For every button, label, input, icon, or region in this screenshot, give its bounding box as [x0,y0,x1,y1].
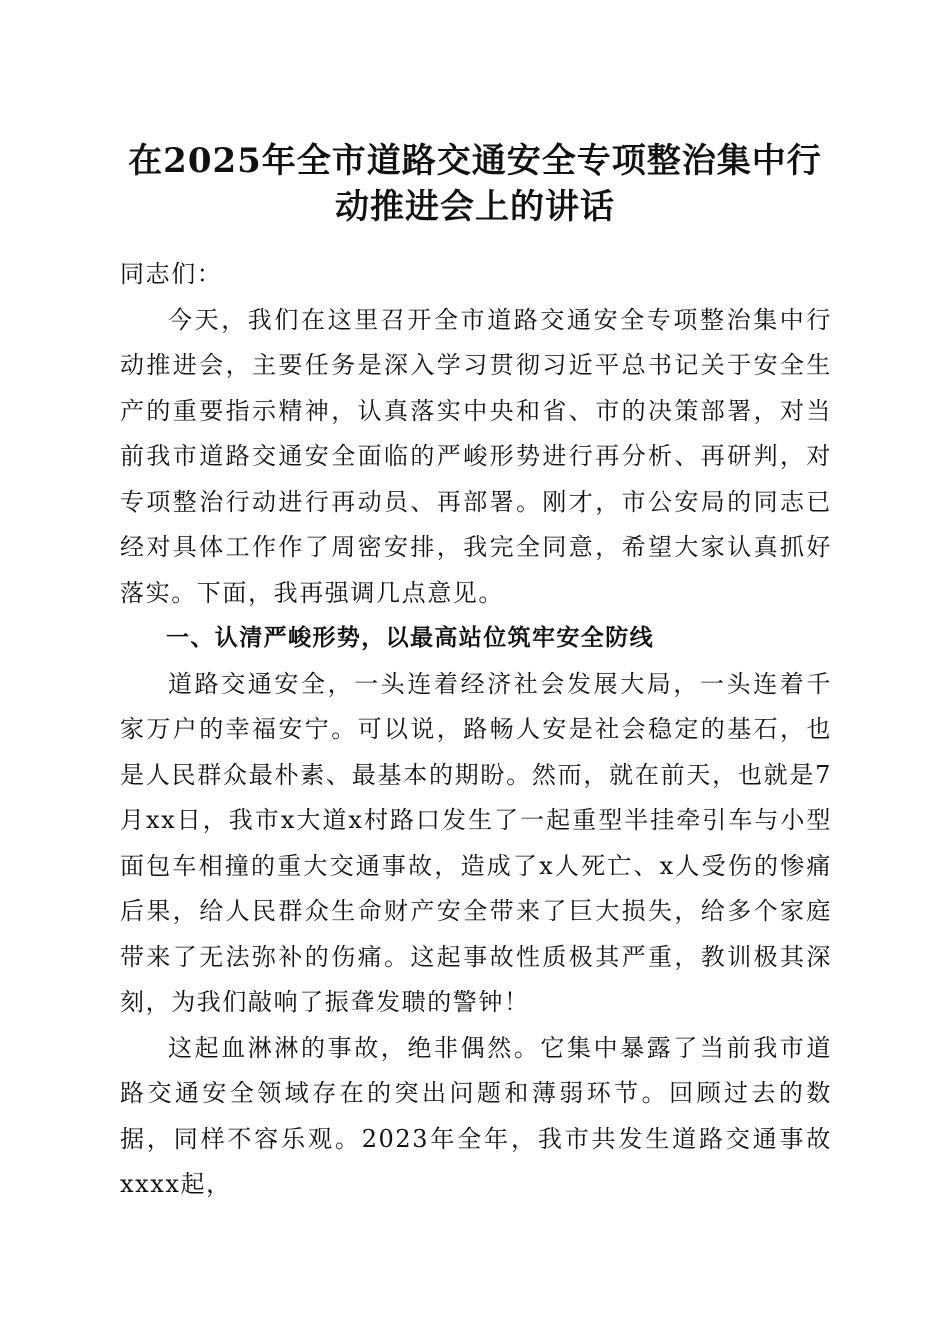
paragraph-intro: 今天，我们在这里召开全市道路交通安全专项整治集中行动推进会，主要任务是深入学习贯彻习近平总书记关于安全生产的重要指示精神，认真落实中央和省、市的决策部署，对当前我市道路交通安全面临的严峻形势进行再分析、再研判，对专项整治行动进行再动员、再部署。刚才，市公安局的同志已经对具体工作作了周密安排，我完全同意，希望大家认真抓好落实。下面，我再强调几点意见。 [120,305,832,607]
document-body [120,252,832,1208]
paragraph-situation: 道路交通安全，一头连着经济社会发展大局，一头连着千家万户的幸福安宁。可以说，路畅人安是社会稳定的基石，也是人民群众最朴素、最基本的期盼。然而，就在前天，也就是7月xx日，我市x大道x村路口发生了一起重型半挂牵引车与小型面包车相撞的重大交通事故，造成了x人死亡、x人受伤的惨痛后果，给人民群众生命财产安全带来了巨大损失，给多个家庭带来了无法弥补的伤痛。这起事故性质极其严重，教训极其深刻，为我们敲响了振聋发聩的警钟！ [120,669,832,1016]
salutation: 同志们： [120,260,223,288]
paragraph-analysis: 这起血淋淋的事故，绝非偶然。它集中暴露了当前我市道路交通安全领域存在的突出问题和薄弱环节。回顾过去的数据，同样不容乐观。2023年全年，我市共发生道路交通事故xxxx起， [120,1033,832,1198]
section-heading-1: 一、认清严峻形势，以最高站位筑牢安全防线 [166,625,654,651]
document-title [90,138,860,230]
title-line-2: 动推进会上的讲话 [335,187,615,227]
title-line-1: 在2025年全市道路交通安全专项整治集中行 [128,141,822,181]
